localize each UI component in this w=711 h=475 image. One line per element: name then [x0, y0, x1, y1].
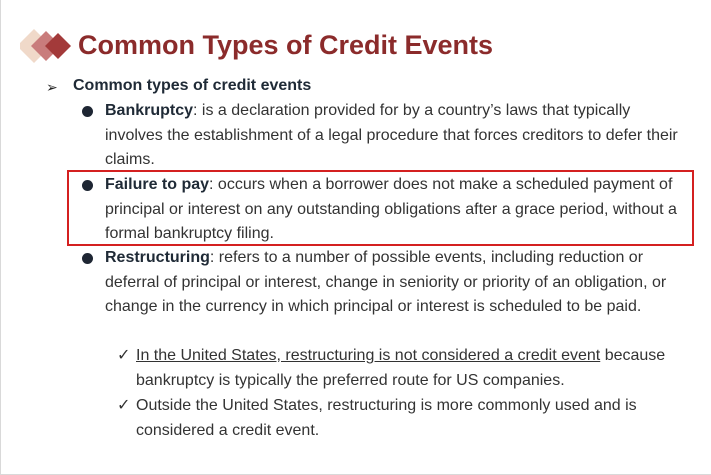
- list-item-term: Bankruptcy: [105, 102, 194, 119]
- slide-title: Common Types of Credit Events: [78, 30, 494, 60]
- sub-item-text: [136, 394, 676, 443]
- heading-bullet-label: Common types of credit events: [73, 77, 312, 94]
- list-item-description: : occurs when a borrower does not make a scheduled payment of principal or interest on any outstanding obligations after a grace period, without a formal bankruptcy filing.: [105, 176, 677, 242]
- stacked-diamonds-logo: [20, 29, 76, 63]
- highlight-box: [67, 170, 694, 246]
- checkmark-icon: ✓: [117, 397, 131, 414]
- filled-circle-icon: [82, 106, 93, 117]
- list-item-text: [105, 99, 683, 173]
- list-item-description: : is a declaration provided for by a country’s laws that typically involves the establishment of a legal procedure that forces creditors to defer their claims.: [105, 102, 678, 168]
- list-item-description: : refers to a number of possible events, including reduction or deferral of principal or interest, change in seniority or priority of an obligation, or change in the currency in which principal or interest is scheduled to be paid.: [105, 249, 667, 315]
- list-item-term: Failure to pay: [105, 176, 210, 193]
- sub-item-description: Outside the United States, restructuring is more commonly used and is considered a credit event.: [136, 397, 637, 439]
- slide-frame-left-border: [0, 0, 1, 475]
- arrowhead-icon: ➢: [46, 79, 58, 95]
- list-item-text: [105, 246, 683, 320]
- sub-item-text: [136, 344, 676, 393]
- list-item-term: Restructuring: [105, 249, 210, 266]
- checkmark-icon: ✓: [117, 347, 131, 364]
- sub-item-description: because bankruptcy is typically the preferred route for US companies.: [136, 347, 666, 389]
- filled-circle-icon: [82, 253, 93, 264]
- sub-item-underlined: In the United States, restructuring is not considered a credit event: [136, 347, 601, 364]
